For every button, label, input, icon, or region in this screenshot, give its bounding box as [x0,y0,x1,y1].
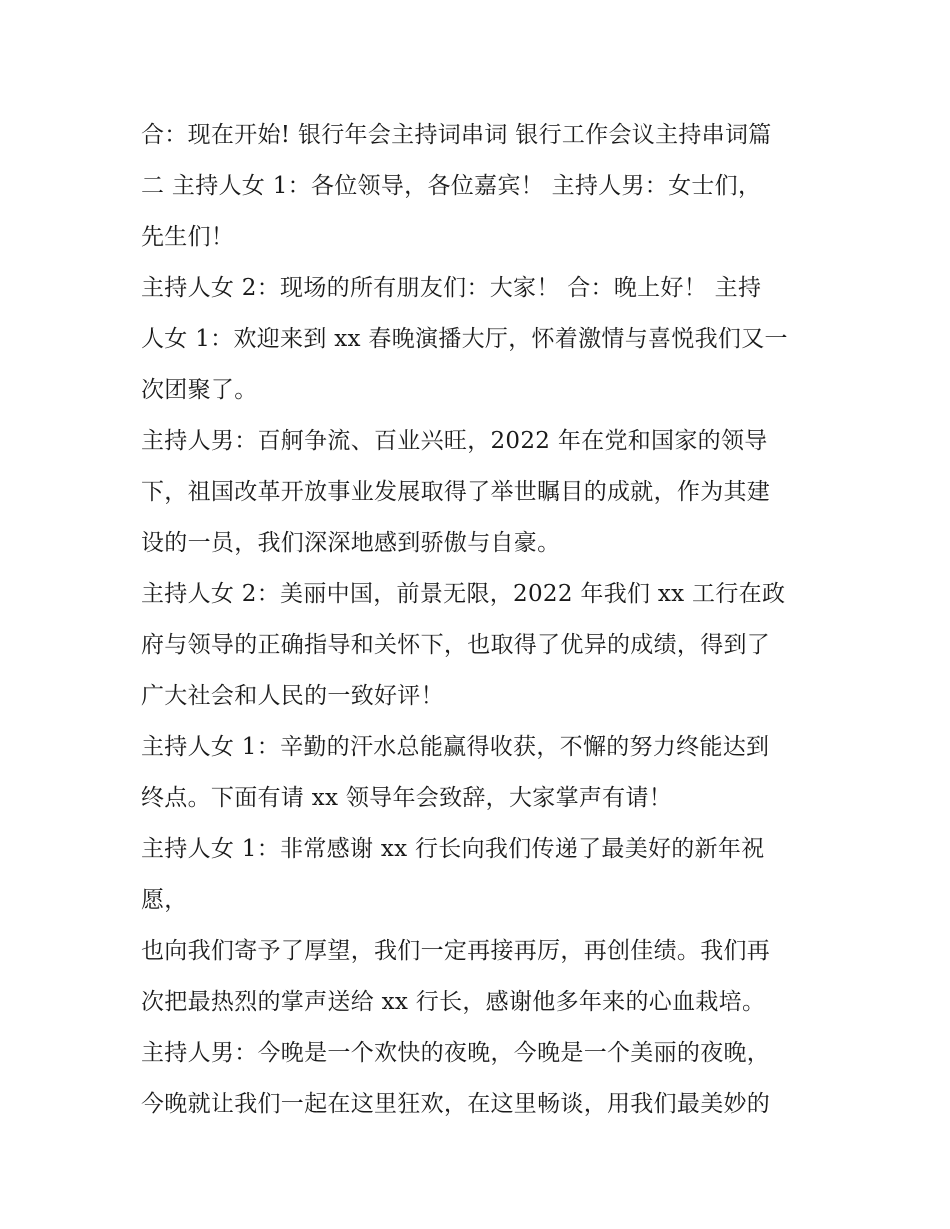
text-line: 主持人女 1：辛勤的汗水总能赢得收获，不懈的努力终能达到 [141,734,770,760]
text-line: 主持人男：百舸争流、百业兴旺，2022 年在党和国家的领导 [141,428,768,454]
text-line: 下，祖国改革开放事业发展取得了举世瞩目的成就，作为其建 [141,479,771,505]
text-line: 愿， [141,887,188,913]
text-line: 次团聚了。 [141,377,258,403]
text-line: 主持人女 2：美丽中国，前景无限，2022 年我们 xx 工行在政 [141,581,786,607]
text-line: 终点。下面有请 xx 领导年会致辞，大家掌声有请！ [141,785,673,811]
text-line: 先生们！ [141,224,235,250]
text-line: 次把最热烈的掌声送给 xx 行长，感谢他多年来的心血栽培。 [141,989,766,1015]
text-line: 府与领导的正确指导和关怀下，也取得了优异的成绩，得到了 [141,632,771,658]
text-line: 设的一员，我们深深地感到骄傲与自豪。 [141,530,561,556]
document-body [141,110,821,1130]
text-line: 主持人男：今晚是一个欢快的夜晚，今晚是一个美丽的夜晚， [141,1040,771,1066]
text-line: 今晚就让我们一起在这里狂欢，在这里畅谈，用我们最美妙的 [141,1091,771,1117]
text-line: 广大社会和人民的一致好评！ [141,683,444,709]
text-line: 也向我们寄予了厚望，我们一定再接再厉，再创佳绩。我们再 [141,938,771,964]
text-line: 主持人女 1：非常感谢 xx 行长向我们传递了最美好的新年祝 [141,836,765,862]
text-line: 二 主持人女 1：各位领导，各位嘉宾！ 主持人男：女士们， [141,173,762,199]
text-line: 人女 1：欢迎来到 xx 春晚演播大厅，怀着激情与喜悦我们又一 [141,326,788,352]
text-line: 主持人女 2：现场的所有朋友们：大家！ 合：晚上好！ 主持 [141,275,762,301]
text-line: 合：现在开始! 银行年会主持词串词 银行工作会议主持串词篇 [141,122,772,148]
